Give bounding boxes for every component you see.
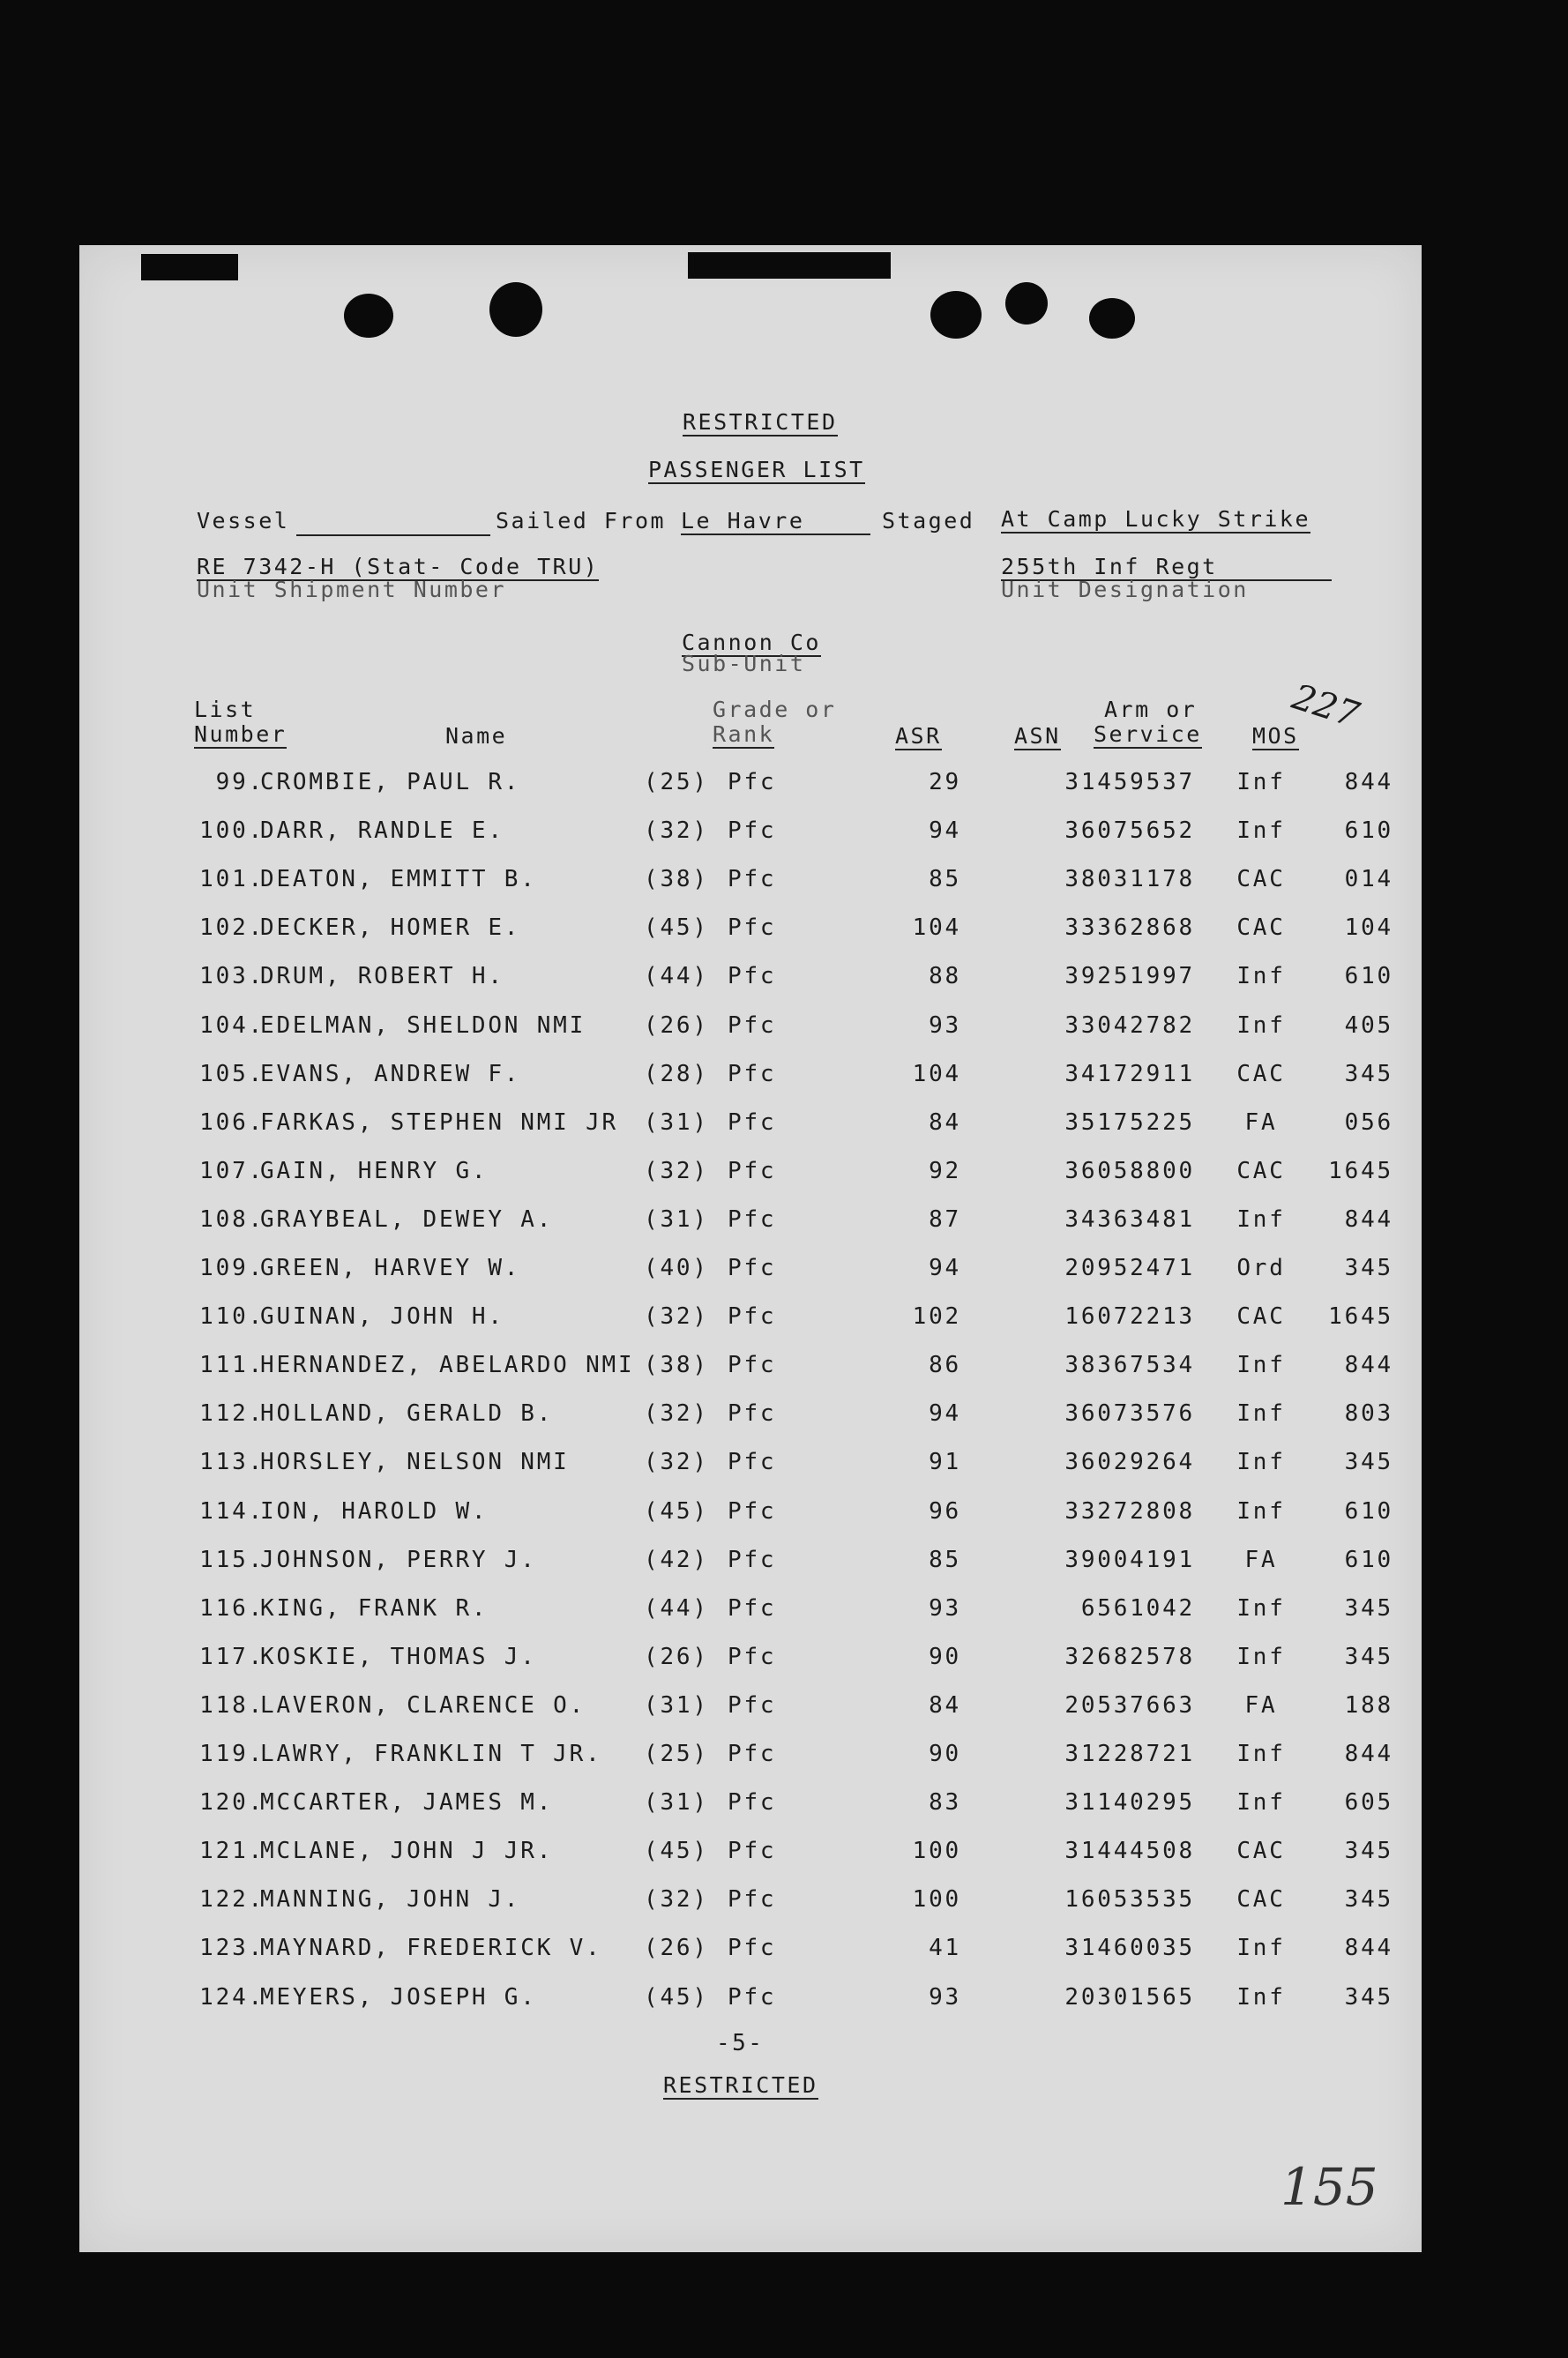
handwritten-227: 227: [1287, 676, 1364, 736]
mos-cell: 345: [1344, 1886, 1393, 1914]
mos-cell: 345: [1344, 1255, 1393, 1281]
passenger-name-cell: GRAYBEAL, DEWEY A.: [260, 1205, 554, 1233]
list-number-cell: 101.: [199, 866, 265, 893]
mos-cell: 610: [1344, 1497, 1393, 1525]
asn-cell: 36075652: [1064, 817, 1195, 845]
grade-cell: Pfc: [728, 1255, 777, 1281]
asr-cell: 104: [912, 914, 961, 942]
passenger-name-cell: DECKER, HOMER E.: [260, 914, 521, 942]
age-cell: (32): [644, 1400, 709, 1428]
age-cell: (25): [644, 769, 709, 795]
mos-cell: 610: [1344, 963, 1393, 990]
arm-service-cell: Inf: [1236, 1983, 1286, 2011]
mos-cell: 610: [1344, 1546, 1393, 1573]
asn-cell: 34172911: [1064, 1060, 1195, 1087]
passenger-name-cell: MCCARTER, JAMES M.: [260, 1789, 554, 1817]
grade-cell: Pfc: [728, 963, 777, 990]
passenger-name-cell: MCLANE, JOHN J JR.: [260, 1838, 554, 1865]
list-number-cell: 110.: [199, 1303, 265, 1331]
passenger-name-cell: EDELMAN, SHELDON NMI: [260, 1011, 586, 1039]
grade-cell: Pfc: [728, 1108, 777, 1136]
passenger-name-cell: GREEN, HARVEY W.: [260, 1255, 521, 1281]
passenger-name-cell: KING, FRANK R.: [260, 1594, 489, 1622]
table-row: [79, 1498, 1422, 1533]
asn-cell: 31140295: [1064, 1789, 1195, 1817]
passenger-name-cell: DRUM, ROBERT H.: [260, 963, 504, 990]
mos-cell: 014: [1344, 866, 1393, 893]
asn-cell: 36029264: [1064, 1449, 1195, 1476]
age-cell: (32): [644, 1157, 709, 1184]
table-row: [79, 866, 1422, 901]
age-cell: (38): [644, 1352, 709, 1379]
arm-service-cell: Inf: [1236, 1789, 1286, 1817]
asr-cell: 91: [929, 1449, 961, 1476]
grade-cell: Pfc: [728, 1935, 777, 1962]
grade-cell: Pfc: [728, 769, 777, 795]
list-number-cell: 114.: [199, 1497, 265, 1525]
table-row: [79, 1012, 1422, 1048]
col-grade-1: Grade or: [713, 697, 837, 722]
asr-cell: 90: [929, 1741, 961, 1767]
grade-cell: Pfc: [728, 1060, 777, 1087]
asr-cell: 93: [929, 1594, 961, 1622]
age-cell: (28): [644, 1060, 709, 1087]
table-row: [79, 1741, 1422, 1776]
document-page: [79, 245, 1422, 2252]
mos-cell: 844: [1344, 1205, 1393, 1233]
list-number-cell: 122.: [199, 1886, 265, 1914]
age-cell: (40): [644, 1255, 709, 1281]
table-row: [79, 1984, 1422, 2019]
age-cell: (38): [644, 866, 709, 893]
mos-cell: 345: [1344, 1643, 1393, 1670]
arm-service-cell: CAC: [1236, 866, 1286, 893]
table-row: [79, 1206, 1422, 1242]
list-number-cell: 102.: [199, 914, 265, 942]
table-row: [79, 1547, 1422, 1582]
grade-cell: Pfc: [728, 817, 777, 845]
passenger-name-cell: LAWRY, FRANKLIN T JR.: [260, 1741, 602, 1767]
table-row: [79, 1935, 1422, 1970]
passenger-name-cell: DEATON, EMMITT B.: [260, 866, 537, 893]
mos-cell: 188: [1344, 1691, 1393, 1719]
passenger-name-cell: HERNANDEZ, ABELARDO NMI: [260, 1352, 635, 1379]
table-row: [79, 1644, 1422, 1679]
age-cell: (45): [644, 1497, 709, 1525]
asr-cell: 85: [929, 1546, 961, 1573]
age-cell: (31): [644, 1789, 709, 1817]
designation-label: Unit Designation: [1001, 577, 1249, 602]
sailed-label: Sailed From: [496, 508, 667, 534]
asn-cell: 16053535: [1064, 1886, 1195, 1914]
asn-cell: 36073576: [1064, 1400, 1195, 1428]
restricted-top: RESTRICTED: [683, 409, 838, 435]
asr-cell: 100: [912, 1886, 961, 1914]
arm-service-cell: FA: [1244, 1691, 1278, 1719]
grade-cell: Pfc: [728, 1400, 777, 1428]
age-cell: (42): [644, 1546, 709, 1573]
col-grade-2: Rank: [713, 721, 775, 747]
table-row: [79, 1400, 1422, 1436]
passenger-name-cell: KOSKIE, THOMAS J.: [260, 1643, 537, 1670]
grade-cell: Pfc: [728, 866, 777, 893]
asn-cell: 35175225: [1064, 1108, 1195, 1136]
col-list-2: Number: [194, 721, 287, 747]
asr-cell: 94: [929, 1255, 961, 1281]
age-cell: (45): [644, 914, 709, 942]
age-cell: (31): [644, 1108, 709, 1136]
arm-service-cell: Inf: [1236, 1449, 1286, 1476]
col-asn: ASN: [1014, 723, 1061, 749]
arm-service-cell: Ord: [1236, 1255, 1286, 1281]
col-arm-2: Service: [1094, 721, 1202, 747]
asn-cell: 32682578: [1064, 1643, 1195, 1670]
asr-cell: 83: [929, 1789, 961, 1817]
mos-cell: 345: [1344, 1449, 1393, 1476]
asr-cell: 88: [929, 963, 961, 990]
passenger-name-cell: DARR, RANDLE E.: [260, 817, 504, 845]
asr-cell: 100: [912, 1838, 961, 1865]
arm-service-cell: CAC: [1236, 1303, 1286, 1331]
age-cell: (25): [644, 1741, 709, 1767]
asn-cell: 20301565: [1064, 1983, 1195, 2011]
arm-service-cell: Inf: [1236, 1205, 1286, 1233]
asn-cell: 31228721: [1064, 1741, 1195, 1767]
age-cell: (44): [644, 963, 709, 990]
list-number-cell: 124.: [199, 1983, 265, 2011]
list-number-cell: 109.: [199, 1255, 265, 1281]
table-row: [79, 1692, 1422, 1727]
asr-cell: 85: [929, 866, 961, 893]
asn-cell: 33042782: [1064, 1011, 1195, 1039]
staged-value: At Camp Lucky Strike: [1001, 506, 1311, 532]
asn-cell: 31460035: [1064, 1935, 1195, 1962]
table-row: [79, 1352, 1422, 1387]
asr-cell: 94: [929, 1400, 961, 1428]
asn-cell: 20952471: [1064, 1255, 1195, 1281]
punch-hole-1: [344, 294, 393, 338]
table-row: [79, 1789, 1422, 1824]
list-number-cell: 118.: [199, 1691, 265, 1719]
mos-cell: 345: [1344, 1983, 1393, 2011]
mos-cell: 844: [1344, 769, 1393, 795]
asr-cell: 84: [929, 1691, 961, 1719]
col-asr: ASR: [895, 723, 942, 749]
list-number-cell: 119.: [199, 1741, 265, 1767]
arm-service-cell: Inf: [1236, 1741, 1286, 1767]
asn-cell: 31459537: [1064, 769, 1195, 795]
list-number-cell: 117.: [199, 1643, 265, 1670]
grade-cell: Pfc: [728, 1741, 777, 1767]
list-number-cell: 103.: [199, 963, 265, 990]
mos-cell: 345: [1344, 1594, 1393, 1622]
age-cell: (31): [644, 1205, 709, 1233]
grade-cell: Pfc: [728, 914, 777, 942]
mos-cell: 1645: [1328, 1157, 1393, 1184]
asr-cell: 29: [929, 769, 961, 795]
col-mos: MOS: [1252, 723, 1299, 749]
mos-cell: 1645: [1328, 1303, 1393, 1331]
restricted-bottom: RESTRICTED: [663, 2072, 818, 2098]
asn-cell: 20537663: [1064, 1691, 1195, 1719]
mos-cell: 345: [1344, 1060, 1393, 1087]
age-cell: (45): [644, 1838, 709, 1865]
age-cell: (44): [644, 1594, 709, 1622]
list-number-cell: 100.: [199, 817, 265, 845]
mos-cell: 104: [1344, 914, 1393, 942]
list-number-cell: 111.: [199, 1352, 265, 1379]
arm-service-cell: Inf: [1236, 1594, 1286, 1622]
subunit-label: Sub-Unit: [682, 651, 806, 676]
arm-service-cell: Inf: [1236, 1011, 1286, 1039]
list-number-cell: 115.: [199, 1546, 265, 1573]
vessel-blank: [296, 534, 490, 536]
mos-cell: 844: [1344, 1935, 1393, 1962]
age-cell: (31): [644, 1691, 709, 1719]
passenger-table: [79, 769, 1422, 2021]
arm-service-cell: Inf: [1236, 963, 1286, 990]
passenger-name-cell: MEYERS, JOSEPH G.: [260, 1983, 537, 2011]
list-number-cell: 106.: [199, 1108, 265, 1136]
asn-cell: 6561042: [1080, 1594, 1195, 1622]
asr-cell: 93: [929, 1011, 961, 1039]
asr-cell: 96: [929, 1497, 961, 1525]
asr-cell: 87: [929, 1205, 961, 1233]
arm-service-cell: Inf: [1236, 769, 1286, 795]
asn-cell: 36058800: [1064, 1157, 1195, 1184]
list-number-cell: 121.: [199, 1838, 265, 1865]
asn-cell: 33272808: [1064, 1497, 1195, 1525]
arm-service-cell: CAC: [1236, 1060, 1286, 1087]
table-row: [79, 963, 1422, 998]
grade-cell: Pfc: [728, 1643, 777, 1670]
age-cell: (45): [644, 1983, 709, 2011]
page-title: PASSENGER LIST: [648, 457, 865, 482]
age-cell: (32): [644, 1449, 709, 1476]
asn-cell: 33362868: [1064, 914, 1195, 942]
grade-cell: Pfc: [728, 1205, 777, 1233]
asn-cell: 16072213: [1064, 1303, 1195, 1331]
arm-service-cell: Inf: [1236, 1935, 1286, 1962]
asn-cell: 38031178: [1064, 866, 1195, 893]
arm-service-cell: CAC: [1236, 1838, 1286, 1865]
arm-service-cell: FA: [1244, 1108, 1278, 1136]
mos-cell: 405: [1344, 1011, 1393, 1039]
passenger-name-cell: CROMBIE, PAUL R.: [260, 769, 521, 795]
passenger-name-cell: HORSLEY, NELSON NMI: [260, 1449, 570, 1476]
mos-cell: 056: [1344, 1108, 1393, 1136]
passenger-name-cell: MAYNARD, FREDERICK V.: [260, 1935, 602, 1962]
age-cell: (26): [644, 1011, 709, 1039]
mos-cell: 610: [1344, 817, 1393, 845]
punch-hole-5: [1089, 298, 1135, 339]
grade-cell: Pfc: [728, 1789, 777, 1817]
staged-label: Staged: [882, 508, 975, 534]
table-row: [79, 914, 1422, 950]
shipment-value: RE 7342-H (Stat- Code TRU): [197, 554, 600, 579]
arm-service-cell: Inf: [1236, 817, 1286, 845]
passenger-name-cell: EVANS, ANDREW F.: [260, 1060, 521, 1087]
handwritten-155: 155: [1281, 2157, 1378, 2217]
asr-cell: 94: [929, 817, 961, 845]
passenger-name-cell: JOHNSON, PERRY J.: [260, 1546, 537, 1573]
list-number-cell: 99.: [215, 769, 265, 795]
table-row: [79, 769, 1422, 804]
col-name: Name: [445, 723, 508, 749]
grade-cell: Pfc: [728, 1691, 777, 1719]
passenger-name-cell: MANNING, JOHN J.: [260, 1886, 521, 1914]
grade-cell: Pfc: [728, 1303, 777, 1331]
passenger-name-cell: GAIN, HENRY G.: [260, 1157, 489, 1184]
passenger-name-cell: ION, HAROLD W.: [260, 1497, 489, 1525]
col-arm-1: Arm or: [1104, 697, 1198, 722]
table-row: [79, 1595, 1422, 1630]
list-number-cell: 116.: [199, 1594, 265, 1622]
shipment-label: Unit Shipment Number: [197, 577, 507, 602]
list-number-cell: 120.: [199, 1789, 265, 1817]
asr-cell: 84: [929, 1108, 961, 1136]
passenger-name-cell: HOLLAND, GERALD B.: [260, 1400, 554, 1428]
arm-service-cell: Inf: [1236, 1400, 1286, 1428]
grade-cell: Pfc: [728, 1449, 777, 1476]
list-number-cell: 123.: [199, 1935, 265, 1962]
age-cell: (32): [644, 817, 709, 845]
asr-cell: 90: [929, 1643, 961, 1670]
grade-cell: Pfc: [728, 1497, 777, 1525]
table-row: [79, 1838, 1422, 1873]
sailed-value: Le Havre: [681, 508, 870, 535]
arm-service-cell: CAC: [1236, 1886, 1286, 1914]
asr-cell: 93: [929, 1983, 961, 2011]
grade-cell: Pfc: [728, 1546, 777, 1573]
arm-service-cell: Inf: [1236, 1497, 1286, 1525]
grade-cell: Pfc: [728, 1838, 777, 1865]
subunit-value: Cannon Co: [682, 630, 821, 655]
punch-hole-2: [489, 282, 542, 337]
punch-hole-3: [930, 291, 982, 339]
asn-cell: 31444508: [1064, 1838, 1195, 1865]
passenger-name-cell: FARKAS, STEPHEN NMI JR: [260, 1108, 618, 1136]
table-row: [79, 1061, 1422, 1096]
grade-cell: Pfc: [728, 1594, 777, 1622]
vessel-label: Vessel: [197, 508, 290, 534]
asr-cell: 92: [929, 1157, 961, 1184]
asr-cell: 102: [912, 1303, 961, 1331]
torn-edge-middle: [688, 252, 891, 279]
table-row: [79, 1449, 1422, 1484]
age-cell: (32): [644, 1886, 709, 1914]
grade-cell: Pfc: [728, 1157, 777, 1184]
list-number-cell: 105.: [199, 1060, 265, 1087]
arm-service-cell: Inf: [1236, 1643, 1286, 1670]
table-row: [79, 817, 1422, 853]
table-row: [79, 1303, 1422, 1339]
grade-cell: Pfc: [728, 1352, 777, 1379]
grade-cell: Pfc: [728, 1011, 777, 1039]
age-cell: (26): [644, 1935, 709, 1962]
torn-edge-left: [141, 254, 238, 280]
table-row: [79, 1109, 1422, 1145]
mos-cell: 345: [1344, 1838, 1393, 1865]
page-number: -5-: [716, 2030, 765, 2056]
designation-value: 255th Inf Regt: [1001, 554, 1332, 581]
table-row: [79, 1255, 1422, 1290]
asn-cell: 34363481: [1064, 1205, 1195, 1233]
arm-service-cell: CAC: [1236, 914, 1286, 942]
list-number-cell: 113.: [199, 1449, 265, 1476]
list-number-cell: 108.: [199, 1205, 265, 1233]
list-number-cell: 107.: [199, 1157, 265, 1184]
passenger-name-cell: LAVERON, CLARENCE O.: [260, 1691, 586, 1719]
grade-cell: Pfc: [728, 1886, 777, 1914]
mos-cell: 844: [1344, 1352, 1393, 1379]
list-number-cell: 104.: [199, 1011, 265, 1039]
arm-service-cell: Inf: [1236, 1352, 1286, 1379]
age-cell: (32): [644, 1303, 709, 1331]
mos-cell: 803: [1344, 1400, 1393, 1428]
punch-hole-4: [1005, 282, 1048, 325]
table-row: [79, 1158, 1422, 1193]
mos-cell: 844: [1344, 1741, 1393, 1767]
mos-cell: 605: [1344, 1789, 1393, 1817]
passenger-name-cell: GUINAN, JOHN H.: [260, 1303, 504, 1331]
arm-service-cell: FA: [1244, 1546, 1278, 1573]
asr-cell: 41: [929, 1935, 961, 1962]
table-row: [79, 1886, 1422, 1921]
asr-cell: 104: [912, 1060, 961, 1087]
arm-service-cell: CAC: [1236, 1157, 1286, 1184]
asn-cell: 38367534: [1064, 1352, 1195, 1379]
age-cell: (26): [644, 1643, 709, 1670]
grade-cell: Pfc: [728, 1983, 777, 2011]
list-number-cell: 112.: [199, 1400, 265, 1428]
asn-cell: 39004191: [1064, 1546, 1195, 1573]
asr-cell: 86: [929, 1352, 961, 1379]
asn-cell: 39251997: [1064, 963, 1195, 990]
col-list-1: List: [194, 697, 257, 722]
